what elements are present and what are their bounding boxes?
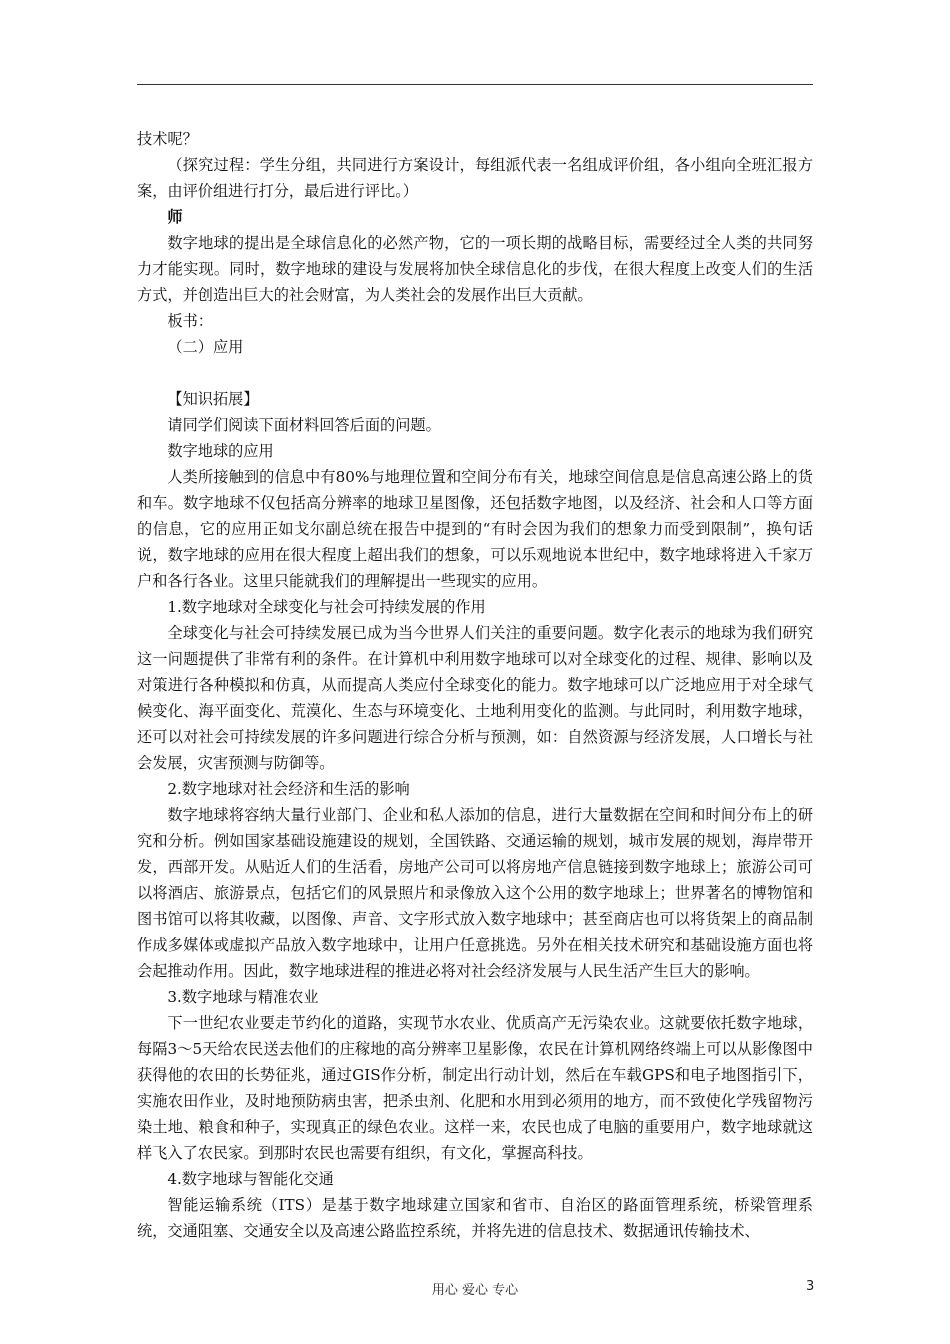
subheading: 1.数字地球对全球变化与社会可持续发展的作用 — [167, 598, 486, 616]
paragraph: （探究过程：学生分组，共同进行方案设计，每组派代表一名组成评价组，各小组向全班汇报方案，由评价组进行打分，最后进行评比。） — [137, 156, 813, 200]
article-title: 数字地球的应用 — [167, 442, 274, 460]
section-heading: 【知识拓展】 — [167, 390, 259, 408]
document-body — [137, 126, 813, 1244]
paragraph: 请同学们阅读下面材料回答后面的问题。 — [167, 416, 441, 434]
footer-motto: 用心 爱心 专心 — [431, 1283, 519, 1298]
paragraph: 下一世纪农业要走节约化的道路，实现节水农业、优质高产无污染农业。这就要依托数字地球，每隔3～5天给农民送去他们的庄稼地的高分辨率卫星影像，农民在计算机网络终端上可以从影像图中获得他的农田的长势征兆，通过GIS作分析，制定出行动计划，然后在车载GPS和电子地图指引下，实施农田作业，及时地预防病虫害，把杀虫剂、化肥和水用到必须用的地方，而不致使化学残留物污染土地、粮食和种子，实现真正的绿色农业。这样一来，农民也成了电脑的重要用户，数字地球就这样飞入了农民家。到那时农民也需要有组织，有文化，掌握高科技。 — [137, 1014, 813, 1162]
paragraph: 技术呢？ — [137, 130, 198, 148]
paragraph: 智能运输系统（ITS）是基于数字地球建立国家和省市、自治区的路面管理系统，桥梁管理系统，交通阻塞、交通安全以及高速公路监控系统，并将先进的信息技术、数据通讯传输技术、 — [137, 1196, 813, 1240]
subheading: 4.数字地球与智能化交通 — [167, 1170, 334, 1188]
paragraph: 数字地球的提出是全球信息化的必然产物，它的一项长期的战略目标，需要经过全人类的共同努力才能实现。同时，数字地球的建设与发展将加快全球信息化的步伐，在很大程度上改变人们的生活方式，并创造出巨大的社会财富，为人类社会的发展作出巨大贡献。 — [137, 234, 813, 304]
subheading: 2.数字地球对社会经济和生活的影响 — [167, 780, 410, 798]
paragraph: 人类所接触到的信息中有80%与地理位置和空间分布有关，地球空间信息是信息高速公路上的货和车。数字地球不仅包括高分辨率的地球卫星图像，还包括数字地图，以及经济、社会和人口等方面的信息，它的应用正如戈尔副总统在报告中提到的“有时会因为我们的想象力而受到限制”，换句话说，数字地球的应用在很大程度上超出我们的想象，可以乐观地说本世纪中，数字地球将进入千家万户和各行各业。这里只能就我们的理解提出一些现实的应用。 — [137, 468, 813, 590]
paragraph: 全球变化与社会可持续发展已成为当今世界人们关注的重要问题。数字化表示的地球为我们研究这一问题提供了非常有利的条件。在计算机中利用数字地球可以对全球变化的过程、规律、影响以及对策进行各种模拟和仿真，从而提高人类应付全球变化的能力。数字地球可以广泛地应用于对全球气候变化、海平面变化、荒漠化、生态与环境变化、土地利用变化的监测。与此同时，利用数字地球，还可以对社会可持续发展的许多问题进行综合分析与预测，如：自然资源与经济发展，人口增长与社会发展，灾害预测与防御等。 — [137, 624, 813, 772]
subheading: 3.数字地球与精准农业 — [167, 988, 319, 1006]
section-heading: （二）应用 — [167, 338, 244, 356]
paragraph: 板书： — [167, 312, 213, 330]
blank-line — [137, 360, 813, 386]
page-number: 3 — [806, 1279, 815, 1294]
paragraph: 数字地球将容纳大量行业部门、企业和私人添加的信息，进行大量数据在空间和时间分布上的研究和分析。例如国家基础设施建设的规划，全国铁路、交通运输的规划，城市发展的规划，海岸带开发，西部开发。从贴近人们的生活看，房地产公司可以将房地产信息链接到数字地球上；旅游公司可以将酒店、旅游景点，包括它们的风景照片和录像放入这个公用的数字地球上；世界著名的博物馆和图书馆可以将其收藏，以图像、声音、文字形式放入数字地球中；甚至商店也可以将货架上的商品制作成多媒体或虚拟产品放入数字地球中，让用户任意挑选。另外在相关技术研究和基础设施方面也将会起推动作用。因此，数字地球进程的推进必将对社会经济发展与人民生活产生巨大的影响。 — [137, 806, 813, 980]
header-rule — [137, 84, 813, 85]
speaker-label: 师 — [167, 208, 183, 226]
